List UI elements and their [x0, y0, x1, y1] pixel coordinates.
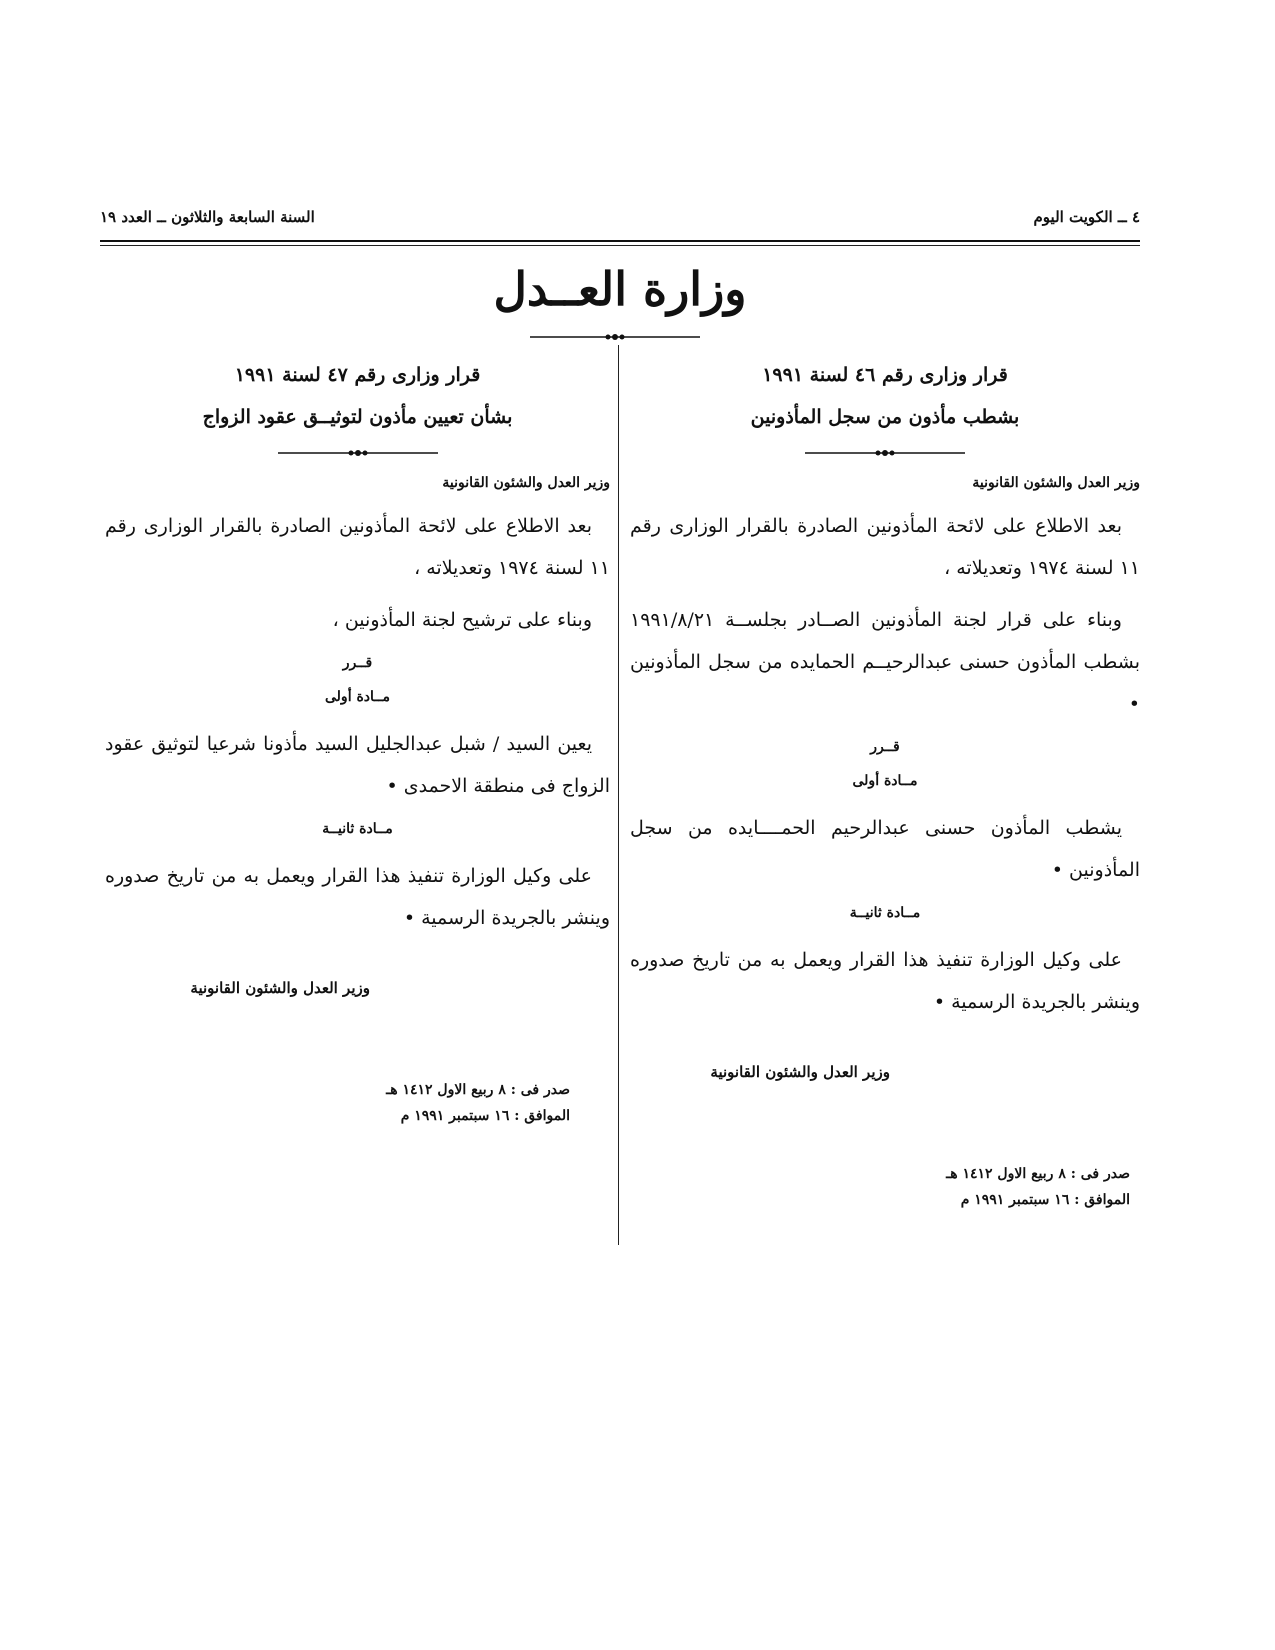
recital-paragraph: وبناء على ترشيح لجنة المأذونين ، — [332, 609, 592, 631]
minister-intro: وزير العدل والشئون القانونية — [442, 475, 610, 491]
recital-paragraph: بعد الاطلاع على لائحة المأذونين الصادرة بالقرار الوزارى رقم ١١ لسنة ١٩٧٤ وتعديلاته ، — [630, 515, 1140, 579]
article-text: على وكيل الوزارة تنفيذ هذا القرار ويعمل به من تاريخ صدوره وينشر بالجريدة الرسمية • — [630, 949, 1140, 1013]
issued-hijri: صدر فى : ٨ ربيع الاول ١٤١٢ هـ — [386, 1082, 570, 1098]
article-text: يعين السيد / شبل عبدالجليل السيد مأذونا شرعيا لتوثيق عقود الزواج فى منطقة الاحمدى • — [105, 733, 610, 797]
article-text: على وكيل الوزارة تنفيذ هذا القرار ويعمل به من تاريخ صدوره وينشر بالجريدة الرسمية • — [105, 865, 610, 929]
decree-subject: بشطب مأذون من سجل المأذونين — [750, 406, 1020, 428]
issued-gregorian: الموافق : ١٦ سبتمبر ١٩٩١ م — [960, 1192, 1130, 1208]
column-divider — [618, 345, 619, 1245]
minister-signature: وزير العدل والشئون القانونية — [710, 1063, 890, 1081]
title-ornament — [530, 333, 700, 341]
issued-date — [630, 1161, 1130, 1213]
header-rule-thin — [100, 245, 1140, 246]
minister-signature: وزير العدل والشئون القانونية — [190, 979, 370, 997]
issued-gregorian: الموافق : ١٦ سبتمبر ١٩٩١ م — [400, 1108, 570, 1124]
decree-subject: بشأن تعيين مأذون لتوثيــق عقود الزواج — [202, 406, 513, 428]
decree-47-column — [105, 355, 610, 1129]
decided-heading: قــرر — [870, 739, 900, 755]
ministry-title: وزارة العــدل — [493, 262, 747, 316]
header-rule — [100, 240, 1140, 242]
recital-paragraph: وبناء على قرار لجنة المأذونين الصــادر بجلســة ١٩٩١/٨/٢١ بشطب المأذون حسنى عبدالرحيــم الحمايده من سجل المأذونين • — [630, 609, 1140, 715]
article-heading: مــادة ثانيــة — [322, 821, 393, 837]
article-heading: مــادة ثانيــة — [849, 905, 921, 921]
ornament-divider — [805, 449, 965, 457]
article-heading: مــادة أولى — [852, 773, 918, 789]
recital-paragraph: بعد الاطلاع على لائحة المأذونين الصادرة بالقرار الوزارى رقم ١١ لسنة ١٩٧٤ وتعديلاته ، — [105, 515, 610, 579]
issued-date — [105, 1077, 570, 1129]
decided-heading: قــرر — [342, 655, 373, 671]
decree-title: قرار وزارى رقم ٤٧ لسنة ١٩٩١ — [234, 364, 481, 386]
article-heading: مــادة أولى — [325, 689, 390, 705]
header-year-number: السنة السابعة والثلاثون ــ العدد ١٩ — [100, 208, 315, 226]
article-text: يشطب المأذون حسنى عبدالرحيم الحمــــايده من سجل المأذونين • — [630, 817, 1140, 881]
decree-46-column — [630, 355, 1140, 1213]
header-issue-page: ٤ ــ الكويت اليوم — [1033, 208, 1140, 226]
minister-intro: وزير العدل والشئون القانونية — [972, 475, 1140, 491]
ornament-divider — [278, 449, 438, 457]
issued-hijri: صدر فى : ٨ ربيع الاول ١٤١٢ هـ — [946, 1166, 1130, 1182]
running-header — [100, 208, 1140, 238]
decree-title: قرار وزارى رقم ٤٦ لسنة ١٩٩١ — [762, 364, 1008, 386]
